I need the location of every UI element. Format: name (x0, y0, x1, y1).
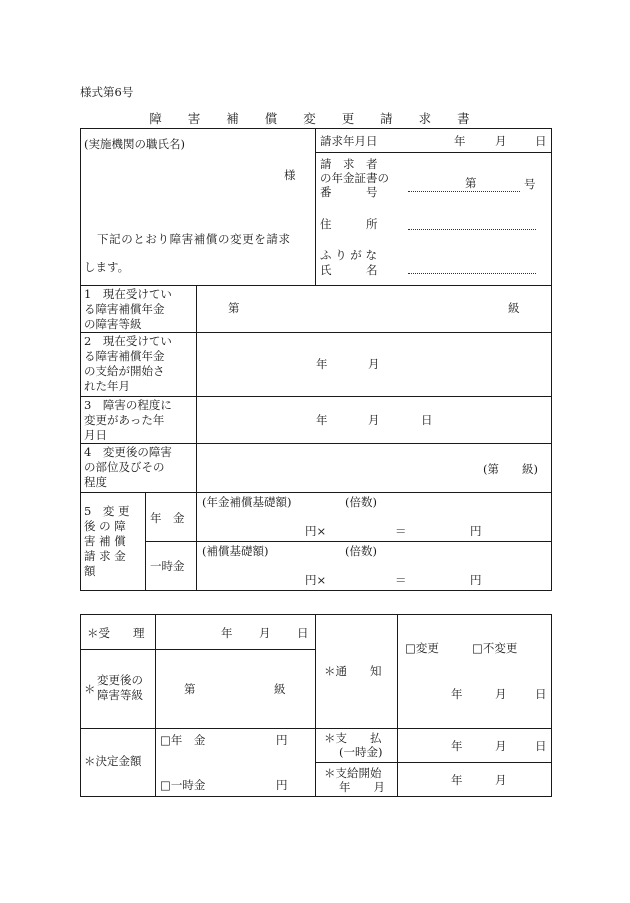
pension-yen-times: 円× (305, 524, 327, 538)
receipt-month[interactable]: 月 (259, 626, 271, 640)
request-text-line2: します。 (84, 260, 130, 274)
row5-label: 5 変 更 後 の 障 害 補 償 請 求 金 額 (84, 504, 130, 578)
grade-asterisk: ＊ (84, 682, 96, 696)
pension-cert-input[interactable] (408, 191, 520, 192)
notice-day[interactable]: 日 (535, 687, 547, 701)
no-change-option[interactable]: □不変更 (472, 641, 518, 655)
row4-label: 4 変更後の障害 の部位及びその 程度 (84, 445, 172, 489)
row5-pension-label: 年 金 (150, 511, 185, 525)
name-input[interactable] (408, 273, 536, 274)
notice-year[interactable]: 年 (451, 687, 463, 701)
notice-month[interactable]: 月 (495, 687, 507, 701)
pension-yen[interactable]: 円 (470, 524, 482, 538)
address-input[interactable] (408, 229, 536, 230)
pension-cert-label-2: の年金証書の (320, 171, 389, 185)
grade-after-kyu[interactable]: 級 (274, 682, 286, 696)
payment-start-month[interactable]: 月 (495, 773, 507, 787)
lump-multiplier-label: (倍数) (345, 544, 377, 558)
row5-lump-label: 一時金 (150, 559, 185, 573)
pension-cert-go: 号 (524, 177, 536, 191)
request-date-month[interactable]: 月 (495, 134, 507, 148)
grade-after-label-2: 障害等級 (97, 688, 143, 702)
sama-label: 様 (284, 168, 296, 182)
row3-year[interactable]: 年 (316, 413, 328, 427)
pension-multiplier-label: (倍数) (345, 495, 377, 509)
lump-base-label: (補償基礎額) (202, 544, 269, 558)
decided-pension-yen: 円 (276, 733, 288, 747)
address-label: 住 所 (320, 217, 378, 231)
grade-after-label-1: 変更後の (97, 673, 143, 687)
payment-start-year[interactable]: 年 (451, 773, 463, 787)
row3-day[interactable]: 日 (421, 413, 433, 427)
pension-cert-dai: 第 (465, 176, 477, 190)
payment-label-1: ＊支 払 (324, 731, 382, 745)
change-option[interactable]: □変更 (405, 641, 439, 655)
payment-label-2: (一時金) (339, 745, 383, 759)
row3-month[interactable]: 月 (368, 413, 380, 427)
grade-after-dai: 第 (184, 682, 196, 696)
lump-yen-times: 円× (305, 573, 327, 587)
form-title: 障 害 補 償 変 更 請 求 書 (149, 111, 481, 126)
decided-amount-label: ＊決定金額 (84, 754, 142, 768)
row2-month[interactable]: 月 (368, 357, 380, 371)
decided-lump-option[interactable]: □一時金 (160, 778, 206, 792)
row2-label: 2 現在受けてい る障害補償年金 の支給が開始さ れた年月 (84, 334, 172, 393)
lump-equals: ＝ (395, 573, 407, 587)
request-date-day[interactable]: 日 (535, 134, 547, 148)
request-date-label: 請求年月日 (320, 134, 378, 148)
receipt-day[interactable]: 日 (297, 626, 309, 640)
institution-label: (実施機関の職氏名) (84, 137, 185, 151)
pension-equals: ＝ (395, 524, 407, 538)
row1-dai: 第 (228, 301, 240, 315)
row2-year[interactable]: 年 (316, 357, 328, 371)
request-text-line1: 下記のとおり障害補償の変更を請求 (97, 232, 291, 246)
decided-pension-option[interactable]: □年 金 (160, 733, 206, 747)
receipt-year[interactable]: 年 (221, 626, 233, 640)
payment-day[interactable]: 日 (535, 739, 547, 753)
name-label: 氏 名 (320, 263, 378, 277)
pension-base-label: (年金補償基礎額) (202, 495, 292, 509)
decided-lump-yen: 円 (276, 778, 288, 792)
form-number: 様式第6号 (80, 85, 134, 99)
payment-start-label-2: 年 月 (339, 780, 385, 794)
furigana-label: ふ り が な (320, 248, 377, 262)
row1-label: 1 現在受けてい る障害補償年金 の障害等級 (84, 287, 172, 331)
notice-label: ＊通 知 (324, 664, 382, 678)
request-date-year[interactable]: 年 (454, 134, 466, 148)
row1-kyu[interactable]: 級 (508, 301, 520, 315)
pension-cert-label-3: 番 号 (320, 185, 378, 199)
pension-cert-label-1: 請 求 者 (320, 157, 378, 171)
payment-month[interactable]: 月 (495, 739, 507, 753)
row3-label: 3 障害の程度に 変更があった年 月日 (84, 398, 172, 442)
receipt-label: ＊受 理 (87, 626, 145, 640)
payment-start-label-1: ＊支給開始 (324, 766, 382, 780)
row4-grade[interactable]: (第 級) (483, 462, 538, 476)
payment-year[interactable]: 年 (451, 739, 463, 753)
lump-yen[interactable]: 円 (470, 573, 482, 587)
